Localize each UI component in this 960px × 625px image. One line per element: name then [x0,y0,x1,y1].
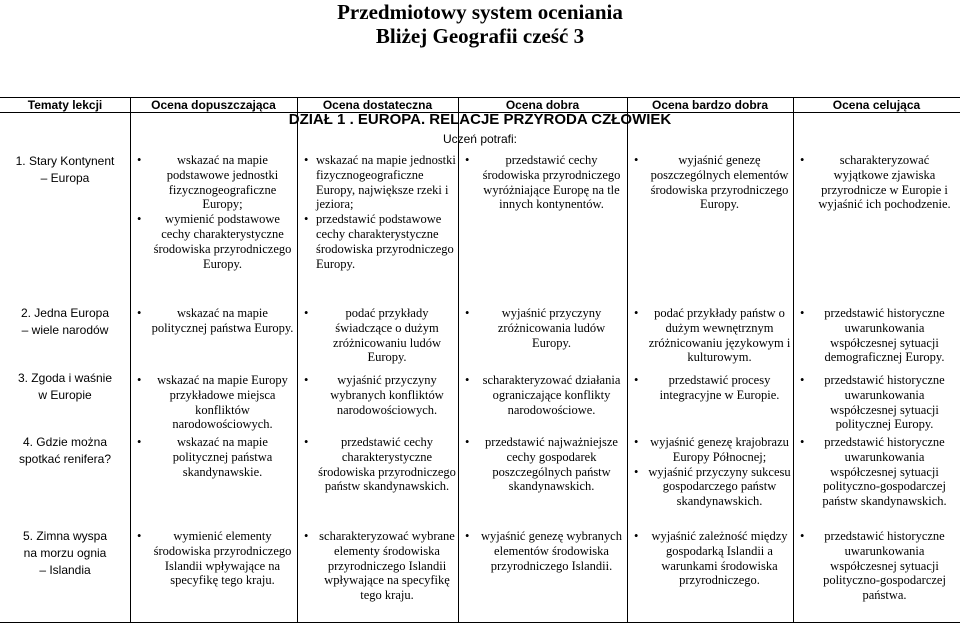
list-item: • scharakteryzować działania ograniczające konflikty narodowościowe. [462,373,626,417]
topic-3 [2,370,128,404]
section-heading: DZIAŁ 1 . EUROPA. RELACJE PRZYRODA CZŁOWIEK [288,111,672,128]
cell-row4-cel [797,435,957,509]
list-item: • przedstawić cechy środowiska przyrodniczego wyróżniające Europę na tle innych kontynentów. [462,153,626,212]
header-grade-3: Ocena dostateczna [322,98,433,112]
list-item: • wskazać na mapie politycznej państwa Europy. [134,306,296,336]
header-grade-4: Ocena dobra [505,98,580,112]
column-divider [458,97,459,623]
cell-row2-dost [301,306,458,365]
column-divider [793,97,794,623]
list-item: • podać przykłady świadczące o dużym zróżnicowaniu ludów Europy. [301,306,458,365]
topic-label: 3. Zgoda i waśnie w Europie [17,371,113,402]
header-grade-2: Ocena dopuszczająca [151,98,276,112]
list-item: • wyjaśnić genezę wybranych elementów środowiska przyrodniczego Islandii. [462,529,626,573]
list-item: • wymienić podstawowe cechy charakterystyczne środowiska przyrodniczego Europy. [134,212,296,271]
list-item: • przedstawić historyczne uwarunkowania współczesnej sytuacji polityczno-gospodarczej państwa. [797,529,957,603]
column-divider [130,97,131,623]
topic-4 [2,434,128,468]
list-item: • scharakteryzować wybrane elementy środowiska przyrodniczego Islandii wpływające na specyfikę tego kraju. [301,529,458,603]
cell-row1-dobra [462,153,626,212]
column-divider [297,97,298,623]
cell-row1-cel [797,153,957,212]
list-item: • wyjaśnić genezę krajobrazu Europy Północnej; [631,435,793,465]
cell-row5-dobra [462,529,626,573]
list-item: • wyjaśnić zależność między gospodarką Islandii a warunkami środowiska przyrodniczego. [631,529,793,588]
topic-2 [2,305,128,339]
cell-row4-dobra [462,435,626,494]
list-item: • wyjaśnić przyczyny sukcesu gospodarczego państw skandynawskich. [631,465,793,509]
list-item: • wskazać na mapie jednostki fizycznogeograficzne Europy, największe rzeki i jeziora; [301,153,458,212]
cell-row5-dop [134,529,296,588]
cell-row3-bdb [631,373,793,403]
cell-row2-bdb [631,306,793,365]
cell-row1-bdb [631,153,793,212]
cell-row5-dost [301,529,458,603]
list-item: • scharakteryzować wyjątkowe zjawiska przyrodnicze w Europie i wyjaśnić ich pochodzenie. [797,153,957,212]
topic-5 [2,528,128,579]
list-item: • przedstawić podstawowe cechy charakterystyczne środowiska przyrodniczego Europy. [301,212,458,271]
topic-label: 1. Stary Kontynent – Europa [15,154,115,185]
table-bottom-border [0,622,960,623]
header-grade-6: Ocena celująca [832,98,921,112]
cell-row4-dop [134,435,296,479]
list-item: • przedstawić historyczne uwarunkowania współczesnej sytuacji demograficznej Europy. [797,306,957,365]
cell-row2-cel [797,306,957,365]
topic-label: 5. Zimna wyspa na morzu ognia – Islandia [22,529,108,577]
list-item: • wskazać na mapie politycznej państwa skandynawskie. [134,435,296,479]
cell-row3-dop [134,373,296,432]
list-item: • przedstawić historyczne uwarunkowania współczesnej sytuacji politycznej Europy. [797,373,957,432]
list-item: • wyjaśnić przyczyny wybranych konfliktów narodowościowych. [301,373,458,417]
cell-row2-dop [134,306,296,336]
cell-row3-cel [797,373,957,432]
cell-row2-dobra [462,306,626,350]
list-item: • przedstawić najważniejsze cechy gospodarek poszczególnych państw skandynawskich. [462,435,626,494]
section-subheading: Uczeń potrafi: [442,132,518,146]
cell-row3-dost [301,373,458,417]
header-grade-5: Ocena bardzo dobra [651,98,769,112]
topic-label: 4. Gdzie można spotkać renifera? [18,435,112,466]
cell-row5-bdb [631,529,793,588]
cell-row4-dost [301,435,458,494]
page-title: Przedmiotowy system oceniania [337,0,623,24]
topic-label: 2. Jedna Europa – wiele narodów [20,306,110,337]
list-item: • wskazać na mapie Europy przykładowe miejsca konfliktów narodowościowych. [134,373,296,432]
list-item: • przedstawić historyczne uwarunkowania współczesnej sytuacji polityczno-gospodarczej państw skandynawskich. [797,435,957,509]
cell-row5-cel [797,529,957,603]
cell-row1-dop [134,153,296,271]
list-item: • wskazać na mapie podstawowe jednostki fizycznogeograficzne Europy; [134,153,296,212]
cell-row4-bdb [631,435,793,509]
list-item: • wyjaśnić genezę poszczególnych elementów środowiska przyrodniczego Europy. [631,153,793,212]
list-item: • wyjaśnić przyczyny zróżnicowania ludów Europy. [462,306,626,350]
list-item: • podać przykłady państw o dużym wewnętrznym zróżnicowaniu językowym i kulturowym. [631,306,793,365]
list-item: • przedstawić cechy charakterystyczne środowiska przyrodniczego państw skandynawskich. [301,435,458,494]
topic-1 [2,153,128,187]
page-subtitle: Bliżej Geografii cześć 3 [375,24,585,48]
cell-row1-dost [301,153,458,271]
cell-row3-dobra [462,373,626,417]
column-divider [627,97,628,623]
header-topics: Tematy lekcji [27,98,103,112]
list-item: • przedstawić procesy integracyjne w Europie. [631,373,793,403]
list-item: • wymienić elementy środowiska przyrodniczego Islandii wpływające na specyfikę tego kraju. [134,529,296,588]
